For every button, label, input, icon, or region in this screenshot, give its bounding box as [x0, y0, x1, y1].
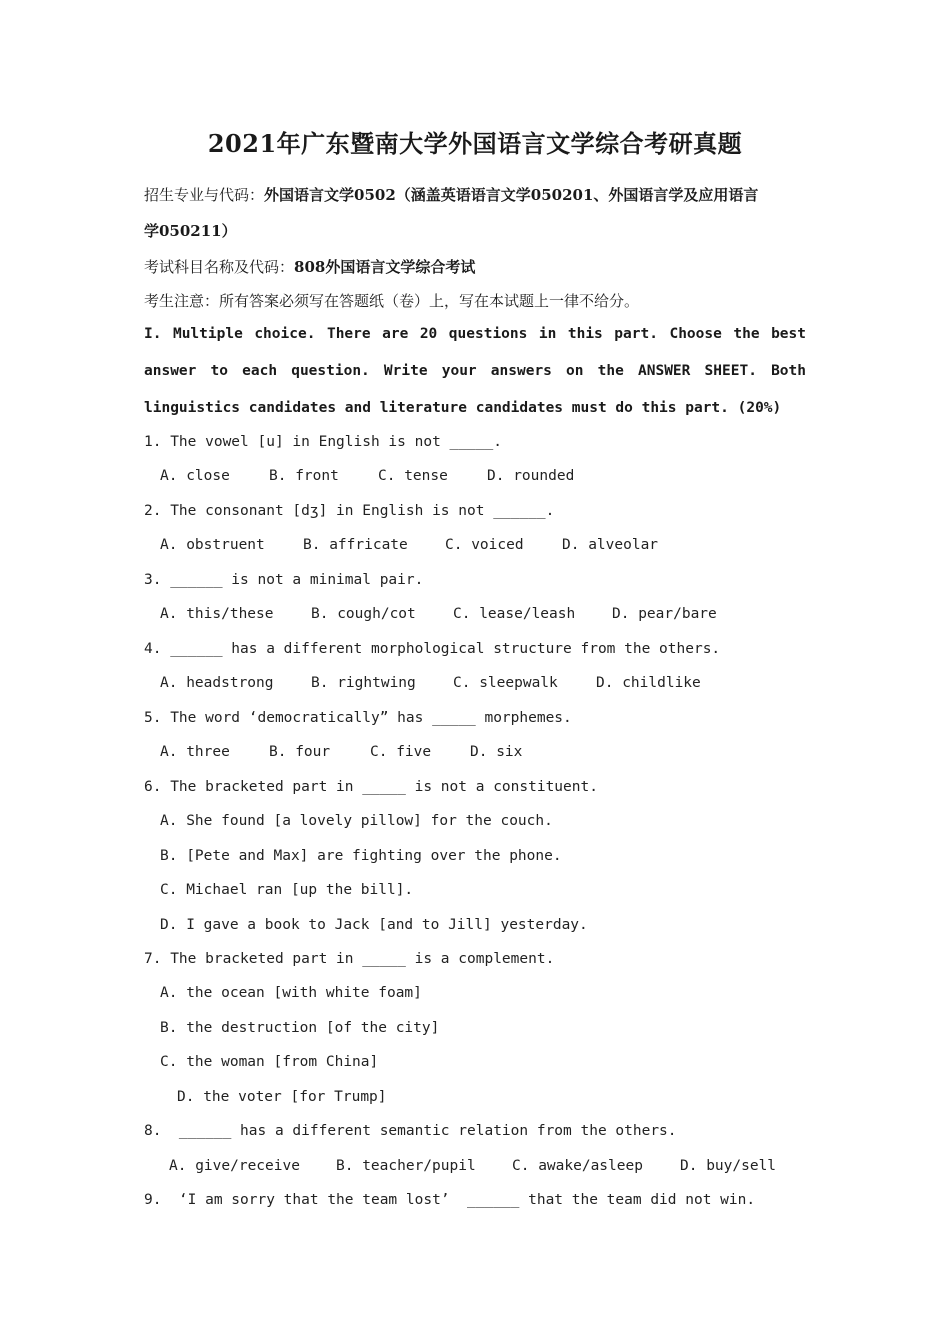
option: A. headstrong: [160, 675, 274, 691]
option: D. buy/sell: [680, 1158, 777, 1174]
question-stem: 1. The vowel [u] in English is not _____.: [144, 434, 502, 450]
option: B. rightwing: [311, 675, 416, 691]
section-instruction: I. Multiple choice. There are 20 questions in this part. Choose the best answer to each question. Write your answers on the ANSWER SHEET. Both linguistics candidates and literature candidates must do this part. (20%): [144, 326, 806, 416]
question-stem: 2. The consonant [dʒ] in English is not ______.: [144, 503, 555, 519]
option: B. front: [269, 468, 339, 484]
option: A. three: [160, 744, 230, 760]
option: A. the ocean [with white foam]: [160, 985, 422, 1001]
option: B. teacher/pupil: [336, 1158, 476, 1174]
option: C. the woman [from China]: [160, 1054, 379, 1070]
question-stem: 9. ‘I am sorry that the team lost’ ______ that the team did not win.: [144, 1192, 756, 1208]
option: D. childlike: [596, 675, 701, 691]
page-title: 2021年广东暨南大学外国语言文学综合考研真题: [207, 129, 743, 158]
option: D. pear/bare: [612, 606, 717, 622]
subject-value: 808外国语言文学综合考试: [294, 258, 476, 276]
option: B. the destruction [of the city]: [160, 1020, 440, 1036]
option: C. awake/asleep: [512, 1158, 643, 1174]
candidate-notice: 考生注意：所有答案必须写在答题纸（卷）上，写在本试题上一律不给分。: [144, 292, 640, 310]
option: A. this/these: [160, 606, 274, 622]
question-stem: 5. The word ‘democratically” has _____ morphemes.: [144, 710, 572, 726]
option: B. affricate: [303, 537, 408, 553]
option: D. the voter [for Trump]: [177, 1089, 387, 1105]
option: D. I gave a book to Jack [and to Jill] yesterday.: [160, 917, 588, 933]
question-stem: 7. The bracketed part in _____ is a complement.: [144, 951, 555, 967]
option: D. alveolar: [562, 537, 659, 553]
option: B. four: [269, 744, 331, 760]
option: C. voiced: [445, 537, 524, 553]
option: D. rounded: [487, 468, 575, 484]
option: C. sleepwalk: [453, 675, 558, 691]
major-info-line1: [144, 184, 809, 205]
subject-label: 考试科目名称及代码：: [144, 258, 295, 276]
major-label: 招生专业与代码：: [144, 186, 265, 204]
question-stem: 6. The bracketed part in _____ is not a constituent.: [144, 779, 598, 795]
option: B. cough/cot: [311, 606, 416, 622]
question-stem: 3. ______ is not a minimal pair.: [144, 572, 424, 588]
option: D. six: [470, 744, 523, 760]
option: A. obstruent: [160, 537, 265, 553]
question-stem: 8. ______ has a different semantic relation from the others.: [144, 1123, 677, 1139]
option: A. give/receive: [169, 1158, 300, 1174]
option: C. Michael ran [up the bill].: [160, 882, 414, 898]
option: C. lease/leash: [453, 606, 576, 622]
option: A. She found [a lovely pillow] for the couch.: [160, 813, 553, 829]
option: B. [Pete and Max] are fighting over the phone.: [160, 848, 562, 864]
major-value: 外国语言文学0502（涵盖英语语言文学050201、外国语言学及应用语言: [264, 186, 759, 204]
major-info-line2: [144, 220, 809, 241]
option: A. close: [160, 468, 230, 484]
question-stem: 4. ______ has a different morphological structure from the others.: [144, 641, 721, 657]
major-value-cont: 学050211）: [144, 222, 237, 240]
option: C. tense: [378, 468, 448, 484]
option: C. five: [370, 744, 432, 760]
subject-info: [144, 256, 809, 277]
